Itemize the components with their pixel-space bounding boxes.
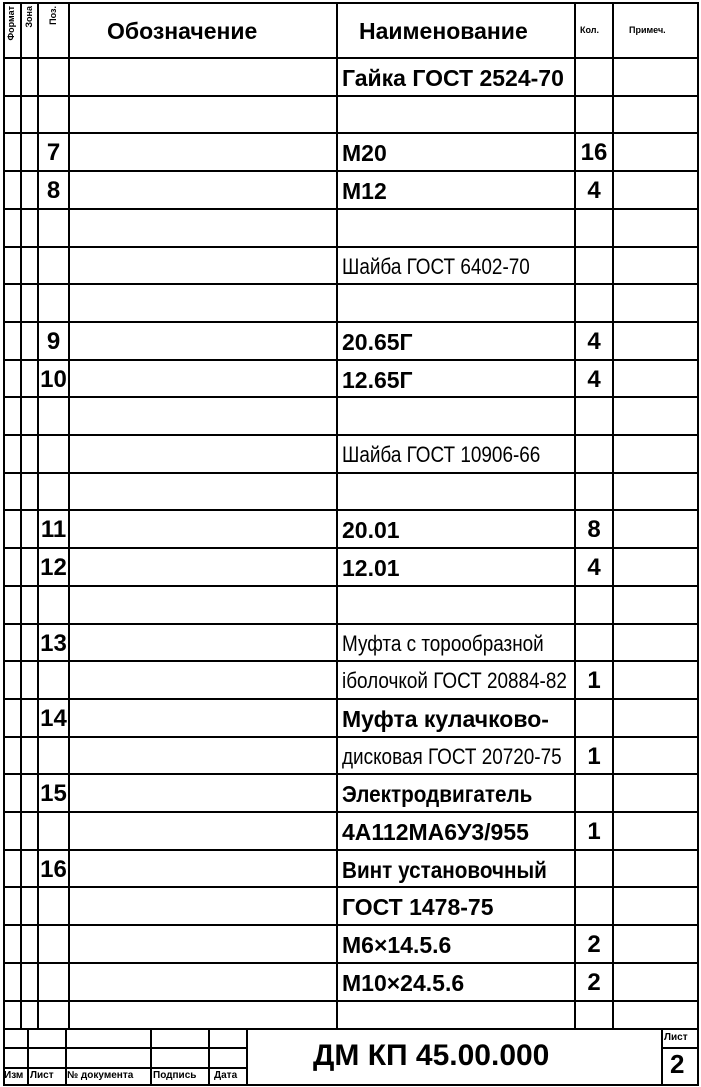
row-name: 20.01 [342, 517, 400, 544]
row-line [3, 472, 699, 474]
row-line [3, 208, 699, 210]
row-name: Электродвигатель [342, 781, 533, 808]
row-qty: 4 [587, 327, 601, 355]
table-bottom-line [3, 1028, 699, 1030]
header-zone: Зона [23, 6, 34, 28]
row-name: М10×24.5.6 [342, 969, 465, 996]
row-line [3, 396, 699, 398]
row-name: М6×14.5.6 [342, 932, 452, 959]
row-line [3, 434, 699, 436]
column-line [68, 2, 70, 1029]
row-line [3, 95, 699, 97]
row-name: 20.65Г [342, 328, 413, 355]
row-pos: 8 [46, 177, 61, 205]
frame-left [3, 2, 5, 1085]
row-name: Винт установочный [342, 856, 547, 883]
row-line [3, 132, 699, 134]
row-qty: 4 [587, 365, 601, 393]
row-line [3, 811, 699, 813]
row-name: 12.01 [342, 555, 400, 582]
row-name: 12.65Г [342, 366, 413, 393]
row-line [3, 585, 699, 587]
row-line [3, 246, 699, 248]
row-qty: 1 [587, 742, 601, 770]
row-pos: 16 [40, 855, 67, 883]
row-line [3, 886, 699, 888]
row-line [3, 1000, 699, 1002]
row-name: Шайба ГОСТ 10906-66 [342, 442, 541, 467]
row-line [3, 283, 699, 285]
row-qty: 4 [587, 554, 601, 582]
frame-top [3, 2, 699, 4]
title-block-col [208, 1029, 210, 1085]
row-line [3, 547, 699, 549]
tb-izm-label: Изм [4, 1070, 24, 1081]
column-line [37, 2, 39, 1029]
row-line [3, 736, 699, 738]
row-pos: 15 [40, 780, 67, 808]
column-line [336, 2, 338, 1029]
frame-right [697, 2, 699, 1085]
row-line [3, 698, 699, 700]
title-block-row [3, 1047, 247, 1049]
title-block-col [150, 1029, 152, 1085]
row-qty: 2 [587, 931, 601, 959]
row-name: Муфта кулачково- [342, 705, 549, 732]
row-pos: 9 [46, 327, 61, 355]
header-designation: Обозначение [107, 18, 258, 44]
row-line [3, 962, 699, 964]
tb-sign-label: Подпись [153, 1070, 197, 1081]
header-name: Наименование [359, 18, 528, 44]
sheet-label: Лист [664, 1032, 688, 1043]
document-code: ДМ КП 45.00.000 [313, 1039, 550, 1072]
frame-bottom [3, 1084, 699, 1086]
tb-date-label: Дата [214, 1070, 238, 1081]
title-block-col [27, 1029, 29, 1085]
row-pos: 12 [40, 554, 67, 582]
row-name: дисковая ГОСТ 20720-75 [342, 743, 562, 769]
row-qty: 2 [587, 968, 601, 996]
row-pos: 7 [46, 139, 61, 167]
row-name: Гайка ГОСТ 2524-70 [342, 65, 564, 91]
header-format: Формат [6, 6, 16, 41]
row-pos: 14 [40, 704, 67, 732]
column-line [20, 2, 22, 1029]
tb-docno-label: № документа [67, 1070, 134, 1081]
header-pos: Поз. [47, 6, 58, 25]
title-block-divider [246, 1029, 248, 1085]
row-name: М12 [342, 178, 387, 205]
row-pos: 13 [40, 629, 67, 657]
row-line [3, 509, 699, 511]
row-qty: 8 [587, 516, 601, 544]
header-qty: Кол. [580, 25, 599, 35]
row-line [3, 321, 699, 323]
row-qty: 1 [587, 818, 601, 845]
row-line [3, 773, 699, 775]
row-line [3, 623, 699, 625]
row-name: Муфта с торообразной [342, 630, 544, 656]
row-qty: 16 [580, 139, 608, 167]
row-name: 4А112МА6У3/955 [342, 819, 529, 845]
row-qty: 4 [587, 177, 601, 205]
title-block-row [3, 1067, 247, 1069]
sheet-number: 2 [670, 1049, 685, 1079]
row-pos: 10 [40, 365, 67, 393]
row-line [3, 660, 699, 662]
row-line [3, 849, 699, 851]
row-name: Шайба ГОСТ 6402-70 [342, 253, 530, 279]
header-note: Примеч. [629, 25, 666, 35]
row-name: іболочкой ГОСТ 20884-82 [342, 668, 567, 694]
row-name: ГОСТ 1478-75 [342, 894, 494, 921]
row-name: М20 [342, 140, 387, 167]
row-line [3, 924, 699, 926]
sheet-box-left [661, 1029, 663, 1085]
row-line [3, 359, 699, 361]
row-line [3, 170, 699, 172]
row-qty: 1 [587, 667, 601, 695]
row-pos: 11 [40, 516, 67, 544]
header-bottom-line [3, 57, 699, 59]
tb-list-label: Лист [30, 1070, 54, 1081]
